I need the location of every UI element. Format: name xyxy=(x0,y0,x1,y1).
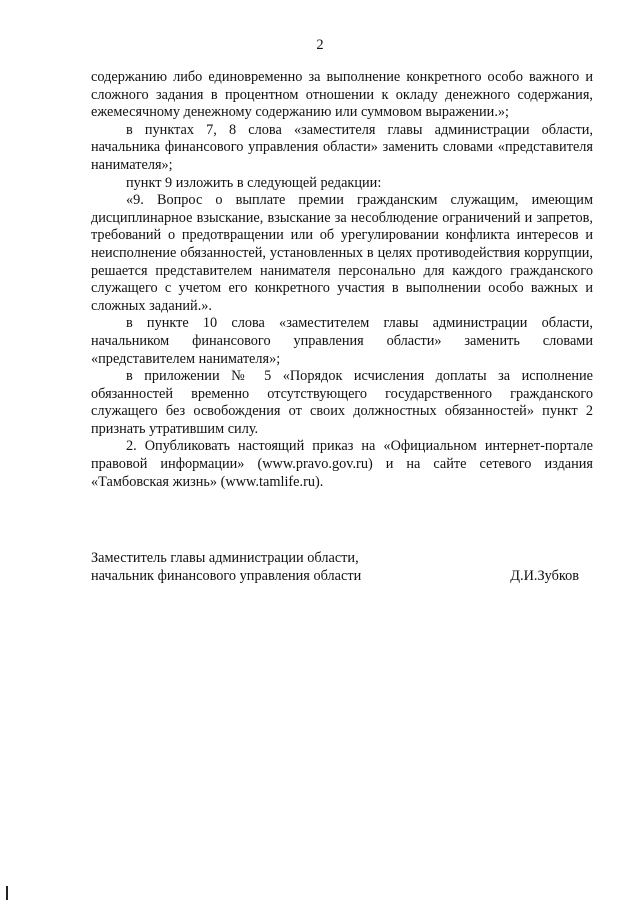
paragraph-items-7-8: в пунктах 7, 8 слова «заместителя главы администрации области, начальника финансового управления области» заменить словами «представителя нанимателя»; xyxy=(91,121,593,173)
scan-edge-mark xyxy=(6,886,8,900)
signature-position-line-1: Заместитель главы администрации области, xyxy=(91,550,359,566)
paragraph-appendix-5: в приложении № 5 «Порядок исчисления доплаты за исполнение обязанностей временно отсутствующего государственного гражданского служащего без освобождения от своих должностных обязанностей» пункт 2 признать утратившим силу. xyxy=(91,368,593,437)
signatory-name: Д.И.Зубков xyxy=(510,567,579,584)
page-number: 2 xyxy=(316,37,324,53)
document-body xyxy=(91,69,593,491)
signature-position-line-2: начальник финансового управления области xyxy=(91,567,362,584)
paragraph-publication: 2. Опубликовать настоящий приказ на «Официальном интернет-портале правовой информации» (www.pravo.gov.ru) и на сайте сетевого издания «Тамбовская жизнь» (www.tamlife.ru). xyxy=(91,438,593,490)
paragraph-item-10: в пункте 10 слова «заместителем главы администрации области, начальником финансового управления области» заменить словами «представителем нанимателя»; xyxy=(91,315,593,367)
paragraph-continuation: содержанию либо единовременно за выполнение конкретного особо важного и сложного задания в процентном отношении к окладу денежного содержания, ежемесячному денежному содержанию или суммовом выражении.»; xyxy=(91,69,593,121)
paragraph-item-9-text: «9. Вопрос о выплате премии гражданским служащим, имеющим дисциплинарное взыскание, взыскание за несоблюдение ограничений и запретов, требований о предотвращении или об урегулировании конфликта интересов и неисполнение обязанностей, установленных в целях противодействия коррупции, решается представителем нанимателя персонально для каждого гражданского служащего с учетом его конкретного участия в выполнении особо важных и сложных заданий.». xyxy=(91,192,593,314)
paragraph-item-9-intro: пункт 9 изложить в следующей редакции: xyxy=(126,174,382,191)
signature-block xyxy=(91,550,593,585)
